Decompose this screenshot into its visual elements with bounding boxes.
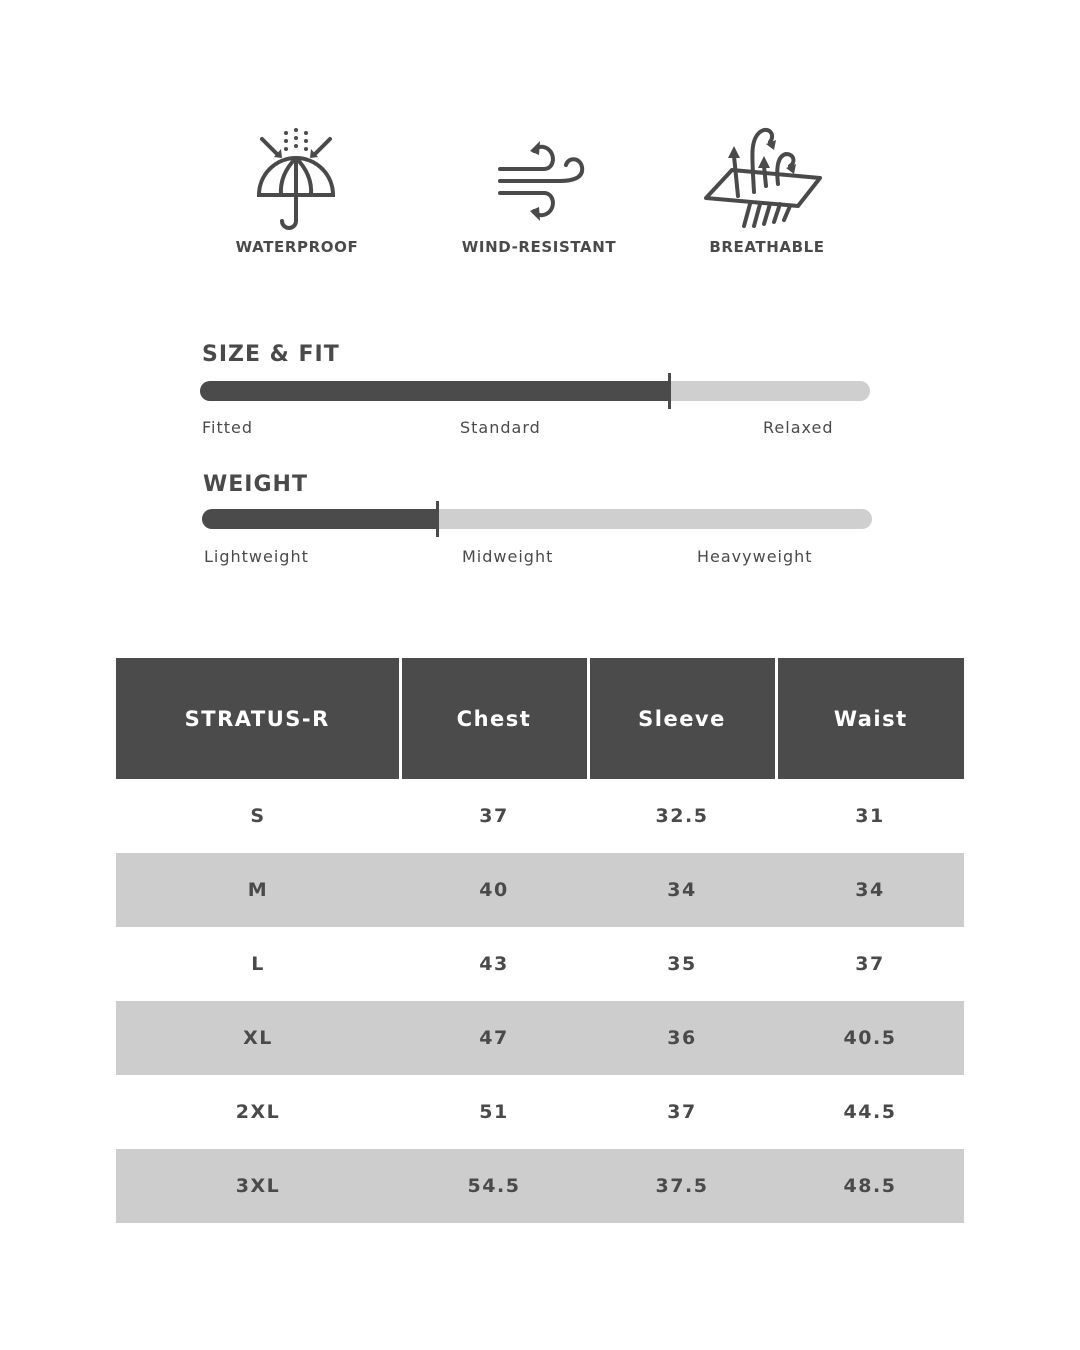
size-chart-table (116, 658, 964, 1223)
table-row (116, 779, 964, 853)
table-row (116, 853, 964, 927)
sleeve-cell: 37 (667, 1101, 697, 1123)
header-chest: Chest (400, 658, 588, 779)
size-cell: XL (116, 1001, 400, 1075)
feature-label-breathable: BREATHABLE (709, 238, 825, 256)
sleeve-cell: 32.5 (655, 805, 709, 827)
waist-cell: 31 (855, 805, 885, 827)
chest-cell: 40 (400, 853, 588, 927)
sleeve-cell: 37.5 (588, 1149, 776, 1223)
table-row (116, 1075, 964, 1149)
size-cell: 3XL (116, 1149, 400, 1223)
waist-cell: 37 (855, 953, 885, 975)
fit-label-standard: Standard (460, 418, 541, 437)
waist-cell: 40.5 (776, 1001, 964, 1075)
size-cell: 2XL (235, 1101, 281, 1123)
fit-label-relaxed: Relaxed (763, 418, 834, 437)
size-fit-scale (200, 381, 870, 401)
waist-cell: 44.5 (843, 1101, 897, 1123)
sleeve-cell: 36 (588, 1001, 776, 1075)
header-sleeve: Sleeve (588, 658, 776, 779)
chest-cell: 37 (479, 805, 509, 827)
weight-title: WEIGHT (203, 472, 308, 497)
table-row (116, 1001, 964, 1075)
size-fit-fill (200, 381, 669, 401)
header-model: STRATUS-R (116, 658, 400, 779)
size-fit-title: SIZE & FIT (202, 342, 340, 367)
feature-icons-row (0, 0, 1080, 270)
weight-scale (202, 509, 872, 529)
size-cell: L (251, 953, 265, 975)
weight-fill (202, 509, 437, 529)
chest-cell: 54.5 (400, 1149, 588, 1223)
size-fit-marker (668, 373, 671, 409)
umbrella-rain-icon (250, 125, 342, 231)
weight-label-lightweight: Lightweight (204, 547, 309, 566)
size-cell: S (250, 805, 266, 827)
table-row (116, 1149, 964, 1223)
waist-cell: 34 (776, 853, 964, 927)
feature-label-waterproof: WATERPROOF (235, 238, 359, 256)
size-cell: M (116, 853, 400, 927)
weight-label-midweight: Midweight (462, 547, 554, 566)
breathable-fabric-icon (702, 126, 824, 228)
wind-icon (496, 135, 588, 227)
chest-cell: 51 (479, 1101, 509, 1123)
weight-label-heavyweight: Heavyweight (697, 547, 813, 566)
waist-cell: 48.5 (776, 1149, 964, 1223)
sleeve-cell: 34 (588, 853, 776, 927)
table-header-row (116, 658, 964, 779)
weight-marker (436, 501, 439, 537)
fit-label-fitted: Fitted (202, 418, 254, 437)
chest-cell: 43 (479, 953, 509, 975)
table-row (116, 927, 964, 1001)
chest-cell: 47 (400, 1001, 588, 1075)
feature-label-wind-resistant: WIND-RESISTANT (461, 238, 617, 256)
header-waist: Waist (776, 658, 964, 779)
sleeve-cell: 35 (667, 953, 697, 975)
